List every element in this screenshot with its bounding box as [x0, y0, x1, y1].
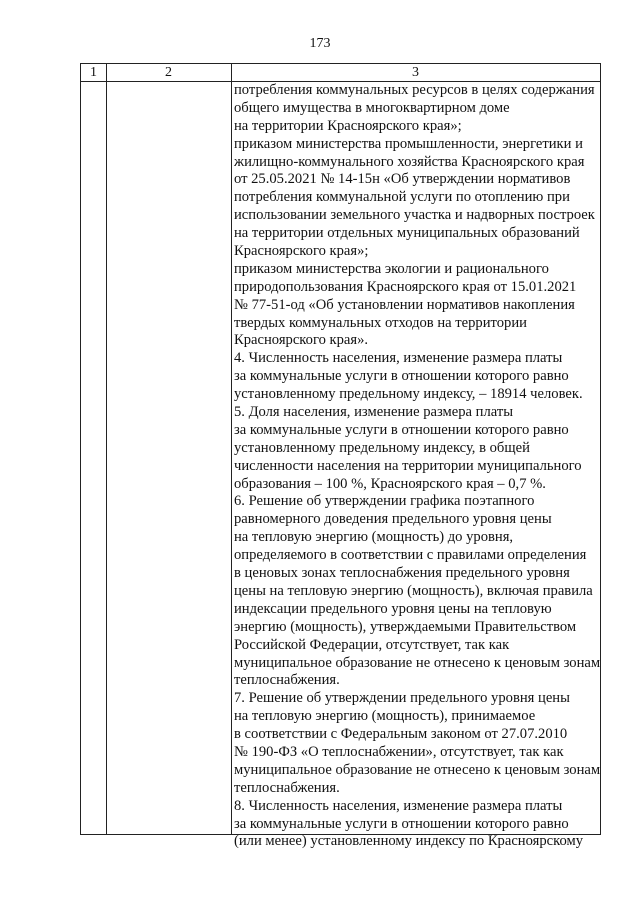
text-line: цены на тепловую энергию (мощность), включая правила — [234, 582, 593, 599]
text-line: приказом министерства промышленности, энергетики и — [234, 135, 583, 152]
text-line: приказом министерства экологии и рационального — [234, 260, 549, 277]
text-line: потребления коммунальных ресурсов в целях содержания — [234, 82, 595, 98]
text-line: индексации предельного уровня цены на тепловую — [234, 600, 552, 617]
text-line: за коммунальные услуги в отношении которого равно — [234, 421, 569, 438]
text-line: Красноярского края»; — [234, 243, 369, 260]
text-line: 6. Решение об утверждении графика поэтапного — [234, 493, 535, 510]
text-line: численности населения на территории муниципального — [234, 457, 582, 474]
text-line: за коммунальные услуги в отношении которого равно — [234, 368, 569, 385]
text-line: теплоснабжения. — [234, 672, 340, 689]
column-3-text-cell — [234, 82, 602, 851]
table-header-row — [81, 64, 600, 82]
column-header-2: 2 — [165, 65, 172, 80]
text-line: энергию (мощность), утверждаемыми Правительством — [234, 618, 577, 635]
text-line: Красноярского края». — [234, 332, 369, 349]
text-line: потребления коммунальной услуги по отоплению при — [234, 189, 570, 206]
column-divider — [231, 64, 232, 834]
text-line: на тепловую энергию (мощность), принимаемое — [234, 708, 536, 725]
text-line: муниципальное образование не отнесено к ценовым зонам — [234, 761, 601, 778]
text-line: установленному предельному индексу, – 18914 человек. — [234, 386, 583, 403]
document-table — [80, 63, 601, 850]
text-line: № 77-51-од «Об установлении нормативов накопления — [234, 296, 575, 313]
text-line: 7. Решение об утверждении предельного уровня цены — [234, 690, 570, 707]
text-line: 8. Численность населения, изменение размера платы — [234, 797, 563, 814]
text-line: образования – 100 %, Красноярского края – 0,7 %. — [234, 475, 546, 492]
text-line: жилищно-коммунального хозяйства Красноярского края — [234, 153, 585, 170]
text-line: на территории Красноярского края»; — [234, 117, 462, 134]
text-line: Российской Федерации, отсутствует, так как — [234, 636, 510, 653]
text-line: на территории отдельных муниципальных образований — [234, 225, 580, 242]
text-line: 4. Численность населения, изменение размера платы — [234, 350, 563, 367]
text-line: равномерного доведения предельного уровня цены — [234, 511, 552, 528]
text-line: от 25.05.2021 № 14-15н «Об утверждении нормативов — [234, 171, 571, 188]
text-line: общего имущества в многоквартирном доме — [234, 99, 510, 116]
text-line: использовании земельного участка и надворных построек — [234, 207, 595, 224]
text-line: (или менее) установленному индексу по Красноярскому — [234, 833, 584, 850]
text-line: в ценовых зонах теплоснабжения предельного уровня — [234, 565, 570, 582]
page-number: 173 — [309, 36, 331, 51]
text-line: в соответствии с Федеральным законом от 27.07.2010 — [234, 726, 568, 743]
text-line: природопользования Красноярского края от 15.01.2021 — [234, 278, 577, 295]
column-divider — [106, 64, 107, 834]
text-line: определяемого в соответствии с правилами определения — [234, 547, 587, 564]
text-line: установленному предельному индексу, в общей — [234, 439, 530, 456]
text-line: 5. Доля населения, изменение размера платы — [234, 404, 514, 421]
column-header-3: 3 — [412, 65, 419, 80]
column-header-1: 1 — [90, 65, 97, 80]
text-line: муниципальное образование не отнесено к ценовым зонам — [234, 654, 601, 671]
text-line: за коммунальные услуги в отношении которого равно — [234, 815, 569, 832]
text-line: № 190-ФЗ «О теплоснабжении», отсутствует, так как — [234, 743, 564, 760]
text-line: на тепловую энергию (мощность) до уровня, — [234, 529, 514, 546]
text-line: теплоснабжения. — [234, 779, 340, 796]
text-line: твердых коммунальных отходов на территории — [234, 314, 527, 331]
